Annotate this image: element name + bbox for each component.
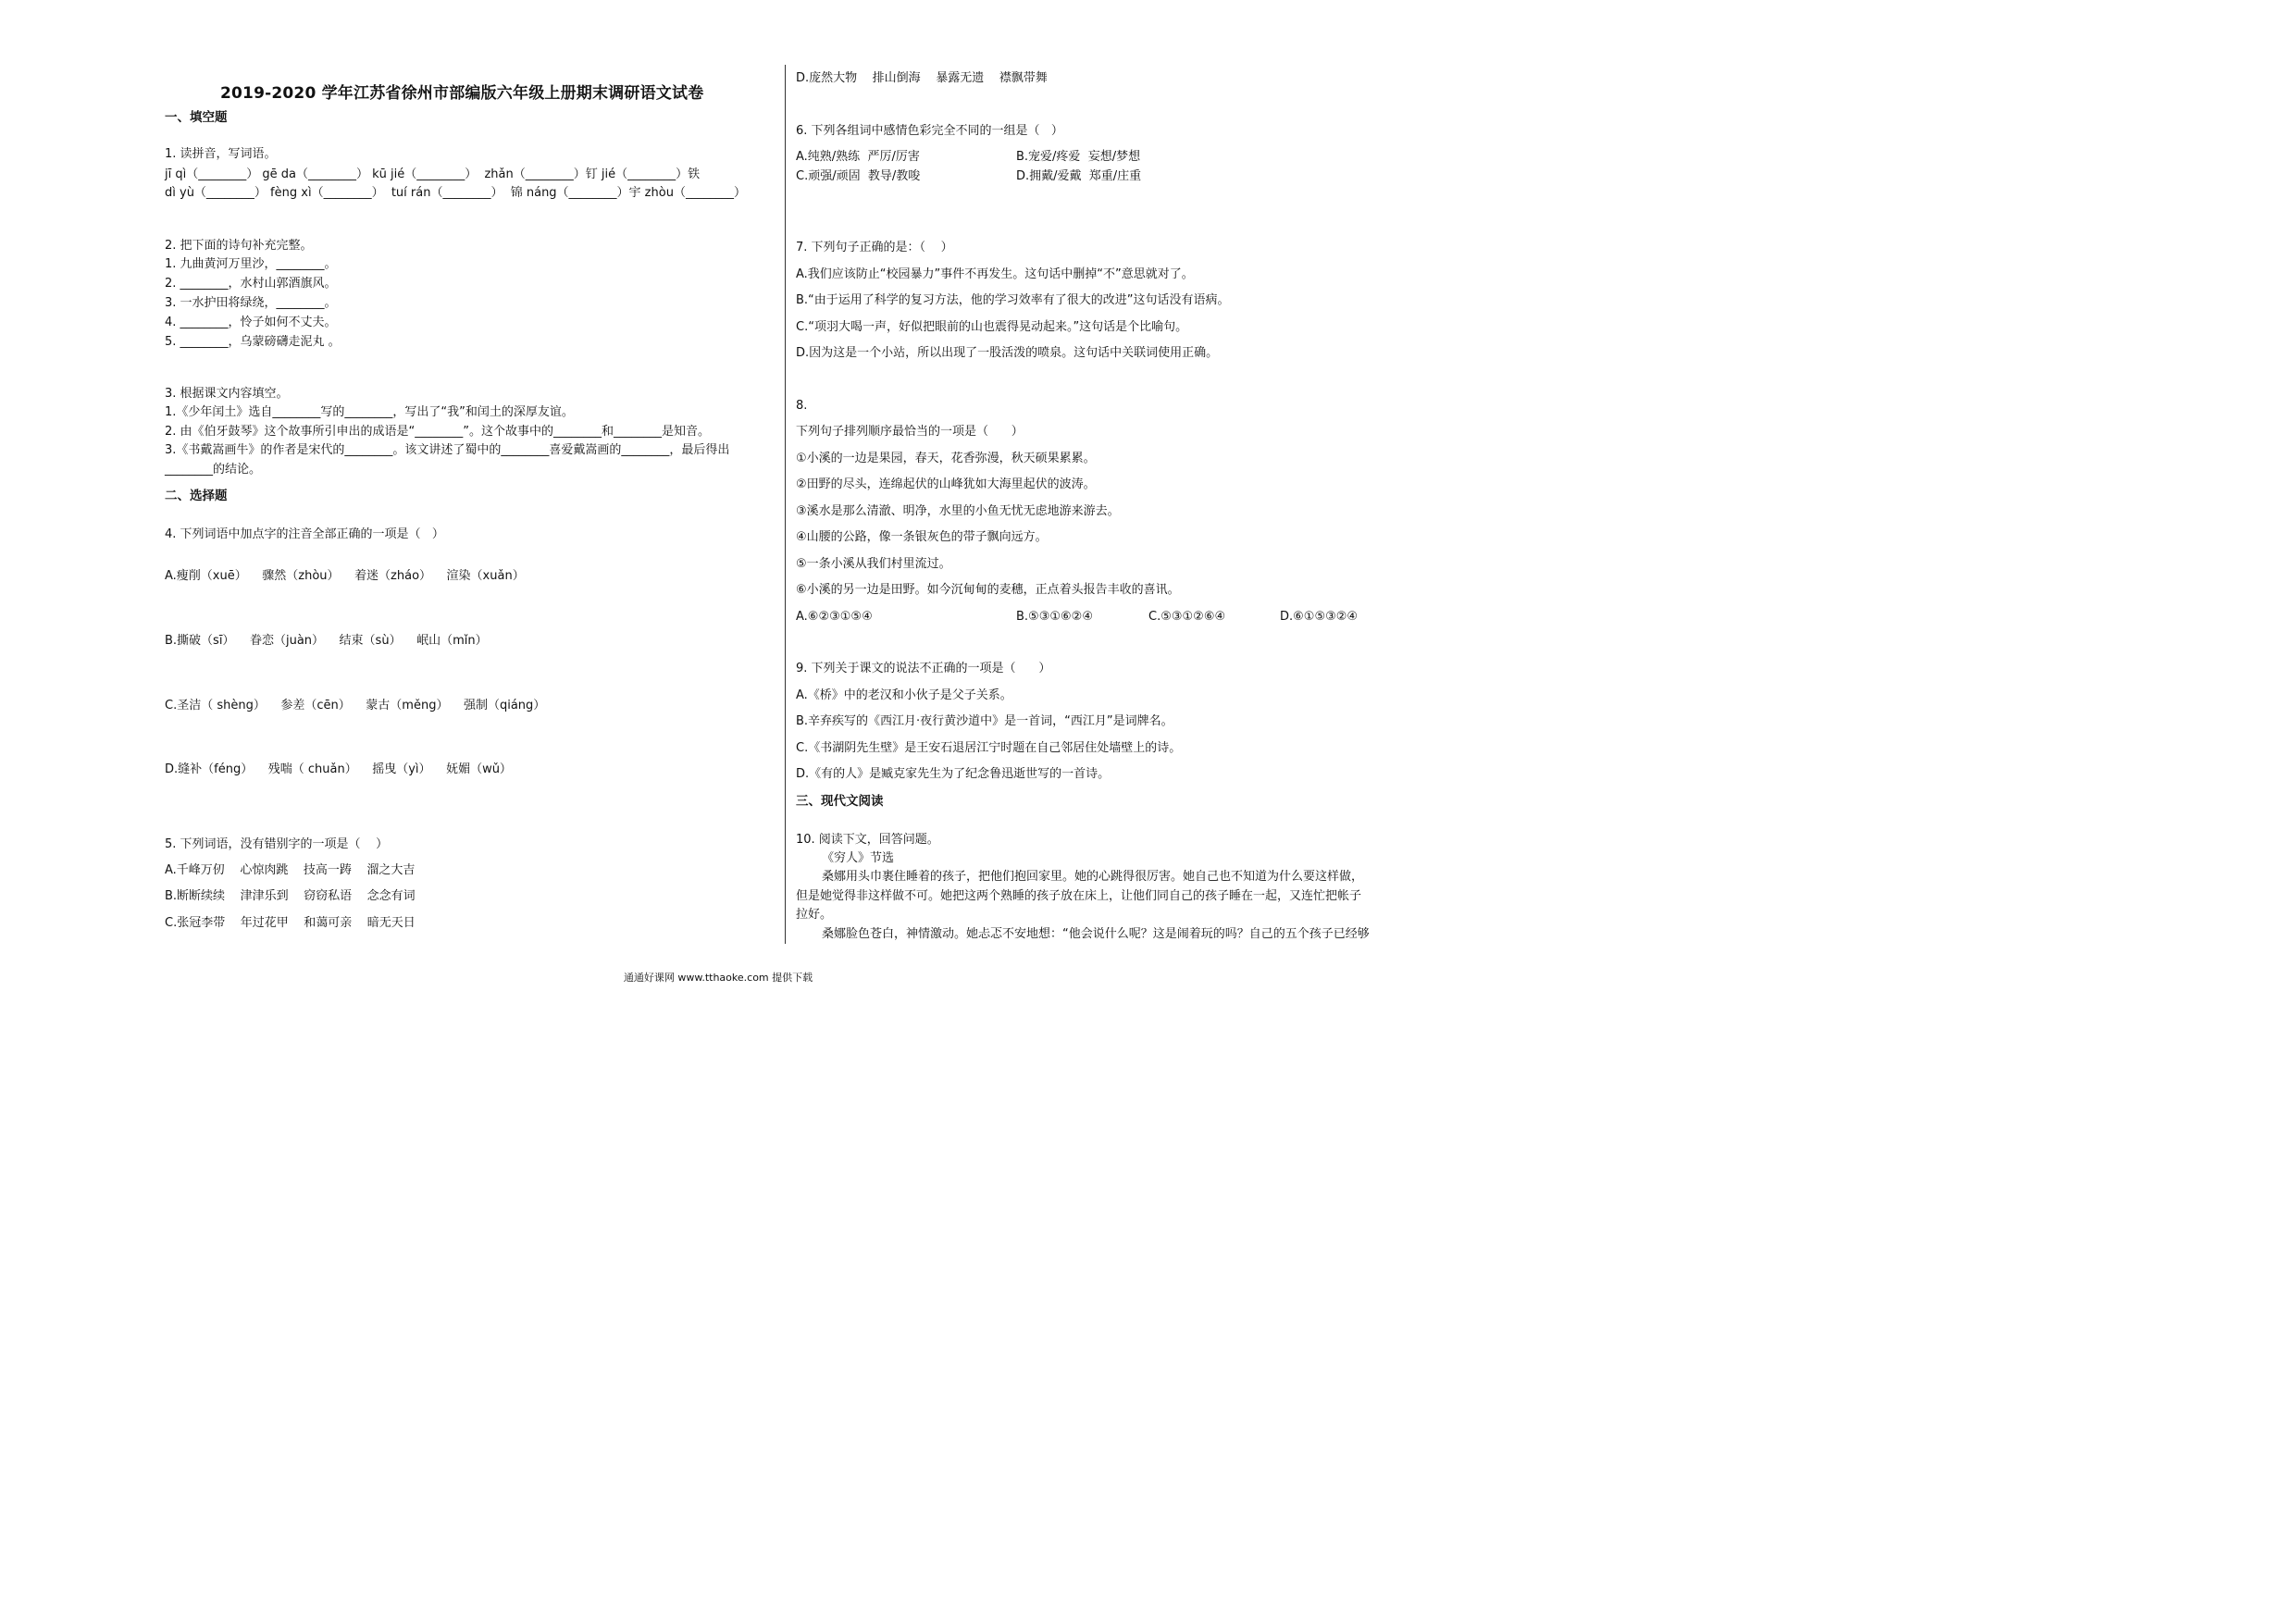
q2-item: 2. ________，水村山郭酒旗风。 [165,277,337,291]
q10-passage-line: 但是她觉得非这样做不可。她把这两个熟睡的孩子放在床上，让他们同自己的孩子睡在一起，又连忙把帐子 [796,889,1362,903]
q10-stem: 10. 阅读下文，回答问题。 [796,833,939,847]
q7-option: C.“项羽大喝一声，好似把眼前的山也震得晃动起来。”这句话是个比喻句。 [796,320,1188,334]
q8-option-a: A.⑥②③①⑤④ [796,610,873,624]
section-choice-title: 二、选择题 [165,489,228,503]
q7-option: B.“由于运用了科学的复习方法，他的学习效率有了很大的改进”这句话没有语病。 [796,293,1230,307]
q9-stem: 9. 下列关于课文的说法不正确的一项是（ ） [796,662,1051,675]
q8-sentence: ⑤一条小溪从我们村里流过。 [796,557,951,571]
q9-option: D.《有的人》是臧克家先生为了纪念鲁迅逝世写的一首诗。 [796,767,1111,781]
q2-item: 5. ________，乌蒙磅礴走泥丸 。 [165,335,341,349]
section-fill-in-title: 一、填空题 [165,110,228,125]
q3-item: ________的结论。 [165,463,262,477]
q8-option-d: D.⑥①⑤③②④ [1280,610,1359,624]
q8-stem: 下列句子排列顺序最恰当的一项是（ ） [796,425,1024,439]
q8-sentence: ②田野的尽头，连绵起伏的山峰犹如大海里起伏的波涛。 [796,477,1096,491]
q10-passage-line: 桑娜脸色苍白，神情激动。她忐忑不安地想：“他会说什么呢？这是闹着玩的吗？自己的五个孩子已经够 [822,927,1370,941]
q3-stem: 3. 根据课文内容填空。 [165,387,289,401]
q5-option: C.张冠李带 年过花甲 和蔼可亲 暗无天日 [165,916,416,930]
q5-option: B.断断续续 津津乐到 窃窃私语 念念有词 [165,889,416,903]
q2-item: 3. 一水护田将绿绕，________。 [165,296,337,310]
q8-option-c: C.⑤③①②⑥④ [1148,610,1226,624]
q2-stem: 2. 把下面的诗句补充完整。 [165,239,313,253]
q4-stem: 4. 下列词语中加点字的注音全部正确的一项是（ ） [165,527,444,541]
q6-option-b: B.宠爱/疼爱 妄想/梦想 [1016,150,1141,164]
q9-option: A.《桥》中的老汉和小伙子是父子关系。 [796,688,1012,702]
q5-option: A.千峰万仞 心惊肉跳 技高一踌 溜之大吉 [165,863,416,877]
q4-option-a: A.瘦削（xuē） 骤然（zhòu） 着迷（zháo） 渲染（xuǎn） [165,569,525,583]
q5-option-d: D.庞然大物 排山倒海 暴露无遗 襟飘带舞 [796,71,1048,85]
q9-option: B.辛弃疾写的《西江月·夜行黄沙道中》是一首词，“西江月”是词牌名。 [796,714,1173,728]
q6-stem: 6. 下列各组词中感情色彩完全不同的一组是（ ） [796,124,1063,138]
q3-item: 3.《书戴嵩画牛》的作者是宋代的________。该文讲述了蜀中的________喜爱戴嵩画的________，最后得出 [165,443,730,457]
q10-passage-title: 《穷人》节选 [822,851,895,865]
q9-option: C.《书湖阴先生壁》是王安石退居江宁时题在自己邻居住处墙壁上的诗。 [796,741,1182,755]
column-divider [785,65,786,944]
q7-stem: 7. 下列句子正确的是：（ ） [796,241,953,254]
q1-stem: 1. 读拼音，写词语。 [165,147,277,161]
q4-option-c: C.圣洁（ shèng） 参差（cēn） 蒙古（měng） 强制（qiáng） [165,699,546,712]
q5-stem: 5. 下列词语，没有错别字的一项是（ ） [165,837,389,851]
page-title: 2019-2020 学年江苏省徐州市部编版六年级上册期末调研语文试卷 [220,84,704,103]
q2-item: 1. 九曲黄河万里沙，________。 [165,257,337,271]
q8-sentence: ③溪水是那么清澈、明净，水里的小鱼无忧无虑地游来游去。 [796,504,1120,518]
q1-pinyin-line-2: dì yù（________） fèng xì（________） tuí rán（________） 锦 náng（________）宇 zhòu（________） [165,186,746,200]
footer-source: 通通好课网 www.tthaoke.com 提供下载 [623,972,813,984]
q10-passage-line: 拉好。 [796,908,833,922]
section-reading-title: 三、现代文阅读 [796,794,884,809]
q7-option: A.我们应该防止“校园暴力”事件不再发生。这句话中删掉“不”意思就对了。 [796,267,1194,281]
q10-passage-line: 桑娜用头巾裹住睡着的孩子，把他们抱回家里。她的心跳得很厉害。她自己也不知道为什么要这样做， [822,870,1364,884]
q6-option-c: C.顽强/顽固 教导/教唆 [796,169,921,183]
q4-option-b: B.撕破（sī） 眷恋（juàn） 结束（sù） 岷山（mǐn） [165,634,488,648]
q3-item: 1.《少年闰土》选自________写的________，写出了“我”和闰土的深厚友谊。 [165,405,574,419]
q7-option: D.因为这是一个小站，所以出现了一股活泼的喷泉。这句话中关联词使用正确。 [796,346,1219,360]
q8-sentence: ①小溪的一边是果园，春天，花香弥漫，秋天硕果累累。 [796,452,1096,465]
q6-option-a: A.纯熟/熟练 严厉/厉害 [796,150,920,164]
q6-option-d: D.拥戴/爱戴 郑重/庄重 [1016,169,1142,183]
q4-option-d: D.缝补（féng） 残喘（ chuǎn） 摇曳（yì） 妩媚（wǔ） [165,762,512,776]
q3-item: 2. 由《伯牙鼓琴》这个故事所引申出的成语是“________”。这个故事中的________和________是知音。 [165,425,711,439]
q2-item: 4. ________，怜子如何不丈夫。 [165,316,337,329]
q8-option-b: B.⑤③①⑥②④ [1016,610,1093,624]
q8-sentence: ④山腰的公路，像一条银灰色的带子飘向远方。 [796,530,1048,544]
q8-sentence: ⑥小溪的另一边是田野。如今沉甸甸的麦穗，正点着头报告丰收的喜讯。 [796,583,1180,597]
q8-number: 8. [796,399,808,413]
q1-pinyin-line-1: jī qì（________） gē da（________） kū jié（________） zhǎn（________）钉 jié（________）铁 [165,167,701,181]
